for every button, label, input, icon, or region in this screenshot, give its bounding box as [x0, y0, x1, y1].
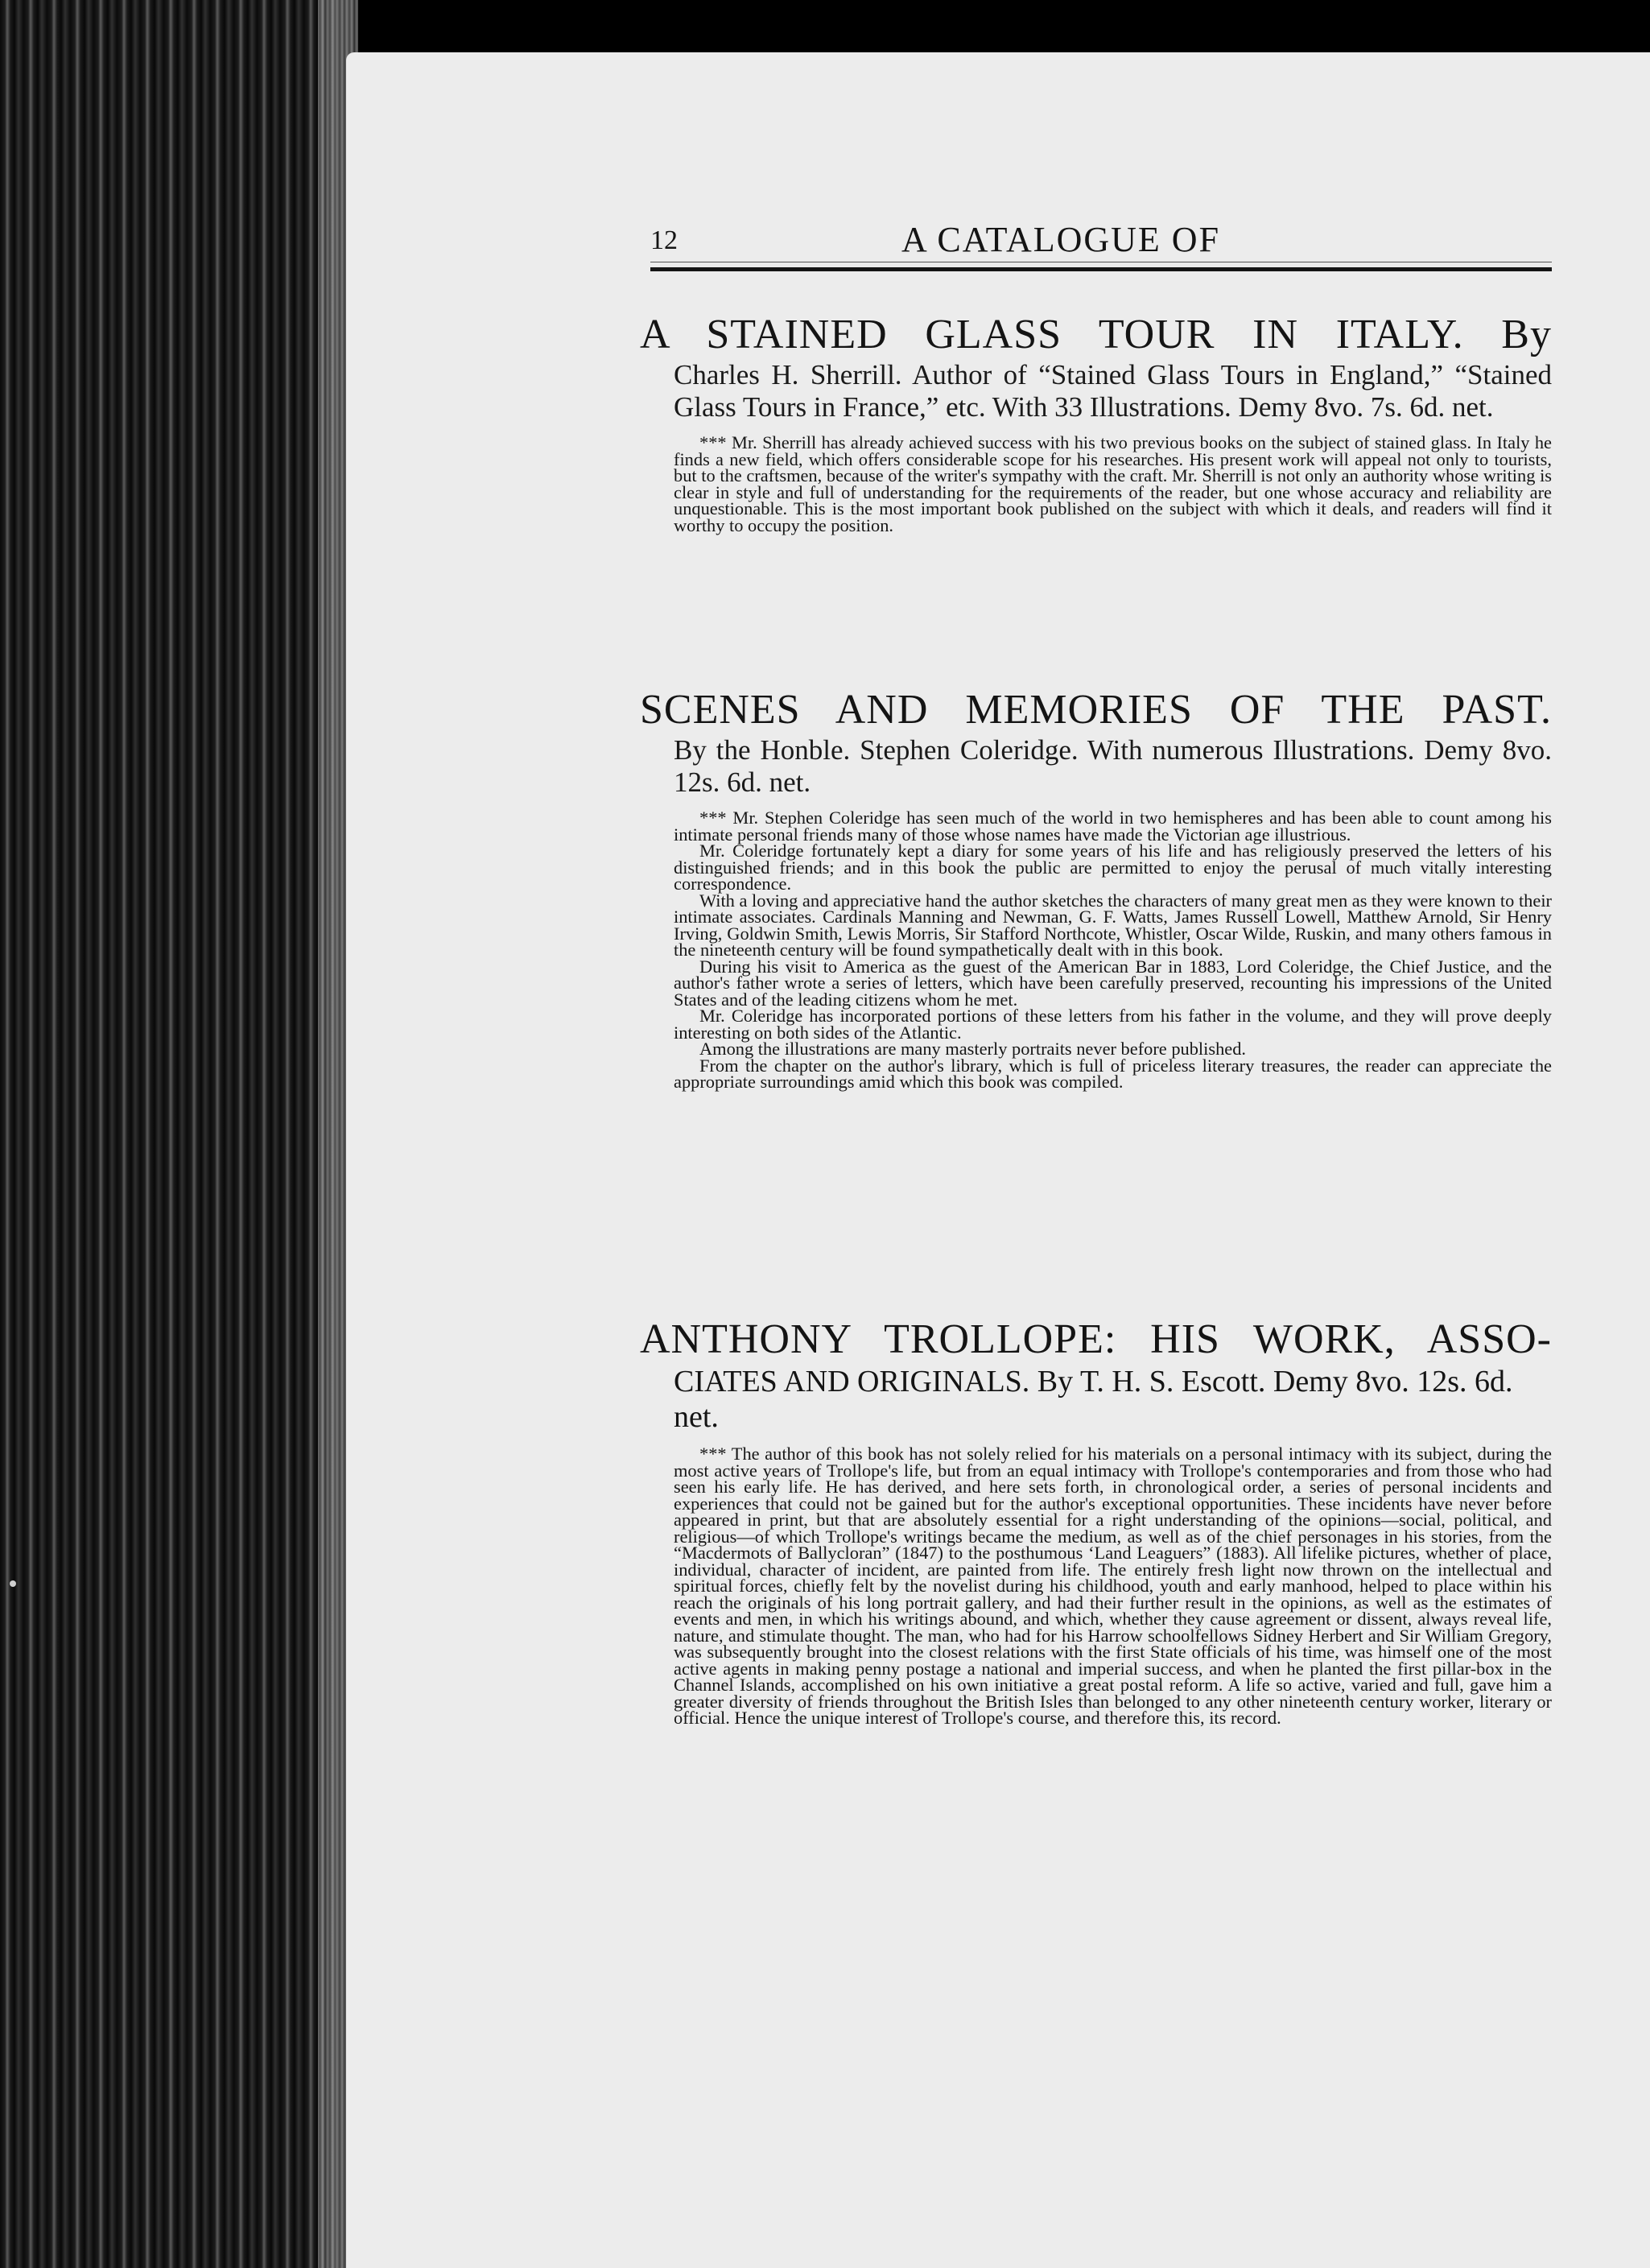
description-paragraph: Mr. Coleridge has incorporated portions of these letters from his father in the volume, and they will prove deeply interesting on both sides of the Atlantic.: [674, 1006, 1552, 1043]
description-paragraph: *** Mr. Stephen Coleridge has seen much of the world in two hemispheres and has been able to count among his intimate personal friends many of those whose names have made the Victorian age illustrious.: [674, 808, 1552, 845]
description-paragraph: Among the illustrations are many masterly portraits never before published.: [699, 1039, 1247, 1059]
entry-title-continued: CIATES AND ORIGINALS. By T. H. S. Escott. Demy 8vo. 12s. 6d. net.: [674, 1365, 1513, 1434]
catalogue-entry-3: [640, 1316, 1552, 1727]
description-paragraph: From the chapter on the author's library, which is full of priceless literary treasures, the reader can appreciate the appropriate surroundings amid which this book was compiled.: [674, 1055, 1552, 1092]
entry-description: [640, 1446, 1552, 1727]
entry-author-line: By the Honble. Stephen Coleridge. With numerous Illustrations. Demy 8vo. 12s. 6d. net.: [674, 734, 1552, 798]
page-number: 12: [650, 225, 678, 255]
speck: [10, 1580, 16, 1587]
description-paragraph: *** Mr. Sherrill has already achieved success with his two previous books on the subject of stained glass. In Italy he finds a new field, which offers considerable scope for his researches. His present work will appeal not only to tourists, but to the craftsmen, because of the writer's sympathy with the craft. Mr. Sherrill is not only an authority whose writing is clear in style and full of understanding for the requirements of the reader, but one whose accuracy and reliability are unquestionable. This is the most important book published on the subject with which it deals, and readers will find it worthy to occupy the position.: [674, 432, 1552, 535]
book-gutter: [0, 0, 354, 2268]
entry-title: ANTHONY TROLLOPE: HIS WORK, ASSO-: [640, 1316, 1552, 1362]
entry-title: A STAINED GLASS TOUR IN ITALY. By: [640, 312, 1552, 357]
catalogue-entry-2: [640, 686, 1552, 1091]
entry-author-line: Charles H. Sherrill. Author of “Stained Glass Tours in England,” “Stained Glass Tours in France,” etc. With 33 Illustrations. Demy 8vo. 7s. 6d. net.: [674, 359, 1552, 423]
header-rule: [650, 267, 1552, 271]
catalogue-entry-1: [640, 311, 1552, 534]
entry-description: [640, 810, 1552, 1091]
description-paragraph: *** The author of this book has not solely relied for his materials on a personal intimacy with its subject, during the most active years of Trollope's life, but from an equal intimacy with Trollope's contemporaries and from those who had seen his early life. He has derived, and here sets forth, in chronological order, a series of personal incidents and experiences that could not be gained but for the author's exceptional opportunities. These incidents have never before appeared in print, but that are absolutely essential for a right understanding of the opinions—social, political, and religious—of which Trollope's writings became the medium, as well as of the chief personages in his stories, from the “Macdermots of Ballycloran” (1847) to the posthumous ‘Land Leaguers” (1883). All lifelike pictures, whether of place, individual, character of incident, are painted from life. The entirely fresh light now thrown on the intellectual and spiritual forces, chiefly felt by the novelist during his childhood, youth and early manhood, helped to place within his reach the originals of his long portrait gallery, and had their further result in the opinions, as well as the estimates of events and men, in which his writings abound, and which, whether they cause agreement or dissent, always reveal life, nature, and stimulate thought. The man, who had for his Harrow schoolfellows Sidney Herbert and Sir William Gregory, was subsequently brought into the closest relations with the first State officials of his time, was himself one of the most active agents in making penny postage a national and imperial success, and when he planted the first pillar-box in the Channel Islands, accomplished on his own initiative a great postal reform. A life so active, varied and full, gave him a greater diversity of friends throughout the British Isles than belonged to any other nineteenth century worker, literary or official. Hence the unique interest of Trollope's course, and therefore this, its record.: [674, 1444, 1552, 1728]
description-paragraph: With a loving and appreciative hand the author sketches the characters of many great men as they were known to their intimate associates. Cardinals Manning and Newman, G. F. Watts, James Russell Lowell, Matthew Arnold, Sir Henry Irving, Goldwin Smith, Lewis Morris, Sir Stafford Northcote, Whistler, Oscar Wilde, Ruskin, and many others famous in the nineteenth century will be found sympathetically dealt with in this book.: [674, 890, 1552, 960]
running-head: [650, 203, 1552, 280]
running-title: A CATALOGUE OF: [901, 220, 1221, 259]
entry-title: SCENES AND MEMORIES OF THE PAST.: [640, 687, 1552, 733]
description-paragraph: Mr. Coleridge fortunately kept a diary for some years of his life and has religiously preserved the letters of his distinguished friends; and in this book the public are permitted to enjoy the perusal of much vitally interesting correspondence.: [674, 841, 1552, 894]
entry-description: [640, 432, 1552, 535]
description-paragraph: During his visit to America as the guest of the American Bar in 1883, Lord Coleridge, the Chief Justice, and the author's father wrote a series of letters, which have been carefully preserved, recounting his impressions of the United States and of the leading citizens whom he met.: [674, 956, 1552, 1010]
